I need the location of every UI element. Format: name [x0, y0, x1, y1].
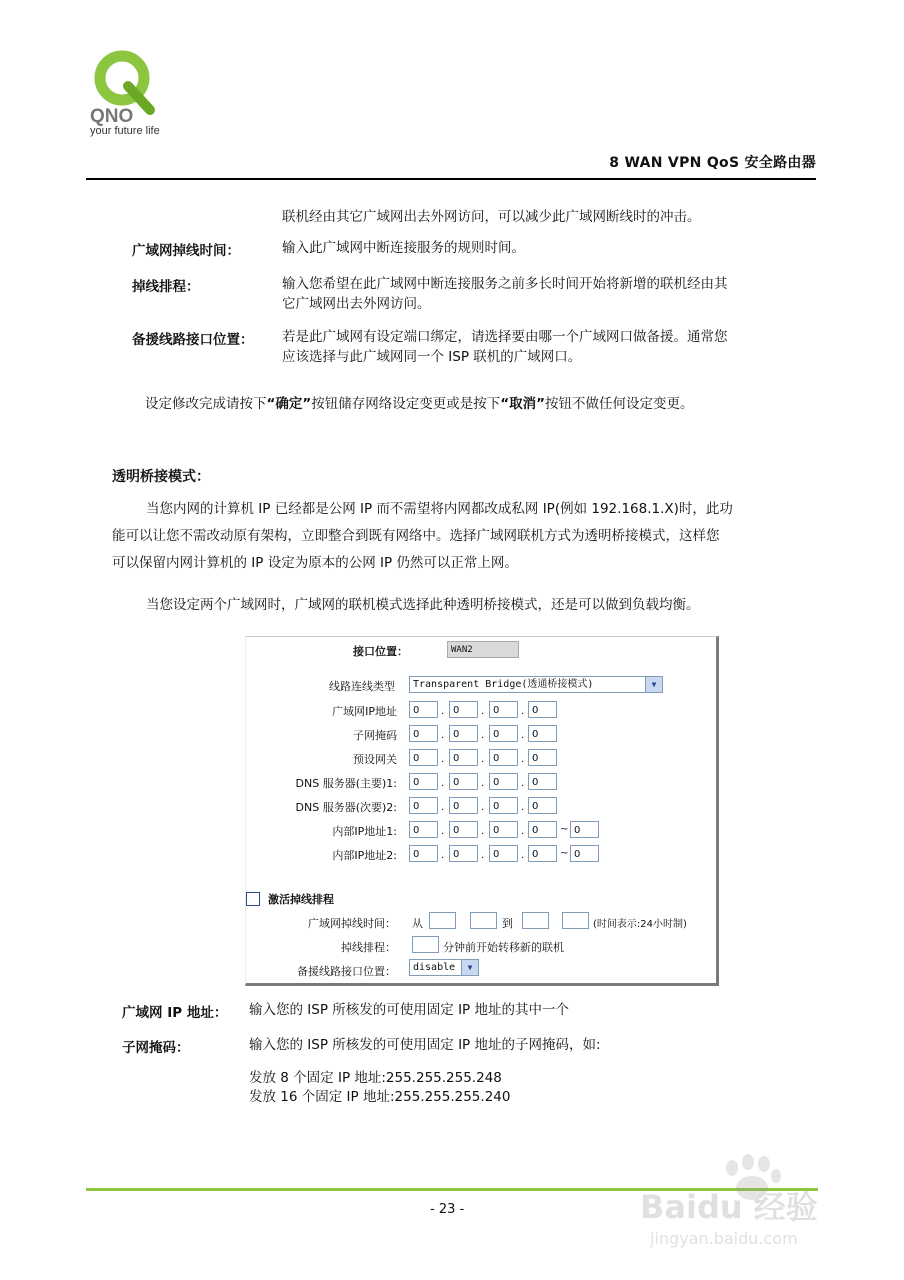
octet-separator: .	[521, 826, 525, 837]
to-label: 到	[502, 917, 513, 930]
octet-separator: .	[441, 730, 445, 741]
logo-text: QNO	[90, 106, 134, 127]
octet-separator: .	[441, 706, 445, 717]
ip-octet-input[interactable]: 0	[409, 821, 438, 838]
octet-separator: .	[481, 850, 485, 861]
ip-octet-input[interactable]: 0	[489, 845, 518, 862]
ip-octet-input[interactable]: 0	[489, 773, 518, 790]
ip-row-label: 广域网IP地址	[332, 705, 397, 718]
from-min-input[interactable]	[470, 912, 497, 929]
octet-separator: .	[521, 754, 525, 765]
def-text-subnet: 输入您的 ISP 所核发的可使用固定 IP 地址的子网掩码，如:	[249, 1037, 601, 1053]
from-label: 从	[412, 917, 423, 930]
ip-octet-input[interactable]: 0	[528, 845, 557, 862]
def-label-offline-time: 广域网掉线时间：	[132, 243, 240, 259]
header-rule	[86, 178, 816, 180]
ip-row-label: DNS 服务器(次要)2:	[295, 801, 397, 814]
drop-minutes-input[interactable]	[412, 936, 439, 953]
line-type-select[interactable]: Transparent Bridge(透通桥接模式) ▼	[409, 676, 663, 693]
range-separator: ~	[560, 824, 569, 835]
sched-checkbox[interactable]	[246, 892, 260, 906]
def-label-subnet: 子网掩码：	[122, 1040, 190, 1056]
ip-octet-input[interactable]: 0	[409, 797, 438, 814]
ip-octet-input[interactable]: 0	[489, 749, 518, 766]
octet-separator: .	[521, 802, 525, 813]
def-label-wan-ip: 广域网 IP 地址：	[122, 1005, 228, 1021]
octet-separator: .	[521, 706, 525, 717]
octet-separator: .	[441, 778, 445, 789]
ip-row-label: 子网掩码	[353, 729, 397, 742]
def-label-drop-schedule: 掉线排程：	[132, 279, 200, 295]
ip-octet-input[interactable]: 0	[489, 821, 518, 838]
section-title: 透明桥接模式：	[112, 469, 210, 485]
ip-octet-input[interactable]: 0	[528, 725, 557, 742]
continued-line: 联机经由其它广域网出去外网访问，可以减少此广域网断线时的冲击。	[282, 209, 701, 225]
section-paragraph-1: 当您内网的计算机 IP 已经都是公网 IP 而不需望将内网都改成私网 IP(例如 192.168.1.X)时，此功 能可以让您不需改动原有架构，立即整合到既有网络中。选择广域网联机方式为透明桥接模式，这样您 可以保留内网计算机的 IP 设定为原本的公网 IP 仍然可以正常上网。	[112, 501, 733, 571]
svg-text:jingyan.baidu.com: jingyan.baidu.com	[650, 1229, 798, 1248]
save-note: 设定修改完成请按下“确定”按钮储存网络设定变更或是按下“取消”按钮不做任何设定变更。	[145, 396, 694, 412]
def-text-backup-port-2: 应该选择与此广域网同一个 ISP 联机的广域网口。	[282, 349, 582, 365]
ip-octet-input[interactable]: 0	[528, 797, 557, 814]
ip-range-end-input[interactable]: 0	[570, 821, 599, 838]
octet-separator: .	[521, 850, 525, 861]
ip-octet-input[interactable]: 0	[449, 701, 478, 718]
ip-octet-input[interactable]: 0	[449, 797, 478, 814]
offline-time-label: 广域网掉线时间：	[308, 917, 396, 930]
time-format-note: (时间表示:24小时制)	[593, 919, 687, 930]
line-type-label: 线路连线类型	[329, 680, 395, 693]
document-title: 8 WAN VPN QoS 安全路由器	[609, 155, 816, 171]
octet-separator: .	[481, 754, 485, 765]
ip-octet-input[interactable]: 0	[528, 701, 557, 718]
octet-separator: .	[481, 706, 485, 717]
from-hour-input[interactable]	[429, 912, 456, 929]
ip-range-end-input[interactable]: 0	[570, 845, 599, 862]
ip-octet-input[interactable]: 0	[489, 701, 518, 718]
octet-separator: .	[481, 826, 485, 837]
to-hour-input[interactable]	[522, 912, 549, 929]
ip-octet-input[interactable]: 0	[489, 797, 518, 814]
octet-separator: .	[441, 802, 445, 813]
router-config-screenshot	[245, 636, 719, 986]
range-separator: ~	[560, 848, 569, 859]
octet-separator: .	[441, 826, 445, 837]
ip-octet-input[interactable]: 0	[528, 749, 557, 766]
ip-octet-input[interactable]: 0	[449, 773, 478, 790]
ip-octet-input[interactable]: 0	[489, 725, 518, 742]
example-8-ips: 发放 8 个固定 IP 地址:255.255.255.248	[249, 1070, 502, 1086]
ip-octet-input[interactable]: 0	[409, 773, 438, 790]
ip-row-label: 预设网关	[353, 753, 397, 766]
ip-octet-input[interactable]: 0	[449, 821, 478, 838]
ip-octet-input[interactable]: 0	[409, 725, 438, 742]
def-text-backup-port-1: 若是此广域网有设定端口绑定，请选择要由哪一个广域网口做备援。通常您	[282, 329, 728, 345]
backup-port-select[interactable]: disable ▼	[409, 959, 479, 976]
ip-octet-input[interactable]: 0	[528, 821, 557, 838]
octet-separator: .	[481, 730, 485, 741]
page-number: - 23 -	[430, 1202, 465, 1217]
octet-separator: .	[441, 754, 445, 765]
backup-port-label: 备援线路接口位置：	[297, 965, 396, 978]
section-paragraph-2: 当您设定两个广域网时，广域网的联机模式选择此种透明桥接模式，还是可以做到负载均衡。	[146, 597, 700, 613]
def-label-backup-port: 备援线路接口位置：	[132, 332, 254, 348]
octet-separator: .	[521, 778, 525, 789]
def-text-drop-schedule-2: 它广域网出去外网访问。	[282, 296, 431, 312]
chevron-down-icon[interactable]: ▼	[461, 960, 478, 975]
ip-octet-input[interactable]: 0	[449, 725, 478, 742]
drop-minutes-note: 分钟前开始转移新的联机	[443, 941, 564, 954]
def-text-offline-time: 输入此广域网中断连接服务的规则时间。	[282, 240, 525, 256]
ip-row-label: 内部IP地址2:	[332, 849, 397, 862]
ip-octet-input[interactable]: 0	[409, 845, 438, 862]
def-text-wan-ip: 输入您的 ISP 所核发的可使用固定 IP 地址的其中一个	[249, 1002, 569, 1018]
ip-octet-input[interactable]: 0	[449, 845, 478, 862]
octet-separator: .	[521, 730, 525, 741]
iface-field: WAN2	[447, 641, 519, 658]
ip-octet-input[interactable]: 0	[528, 773, 557, 790]
to-min-input[interactable]	[562, 912, 589, 929]
octet-separator: .	[441, 850, 445, 861]
ip-row-label: DNS 服务器(主要)1:	[295, 777, 397, 790]
iface-label: 接口位置：	[353, 645, 408, 658]
chevron-down-icon[interactable]: ▼	[645, 677, 662, 692]
drop-schedule-label: 掉线排程：	[341, 941, 396, 954]
ip-octet-input[interactable]: 0	[449, 749, 478, 766]
example-16-ips: 发放 16 个固定 IP 地址:255.255.255.240	[249, 1089, 511, 1105]
def-text-drop-schedule-1: 输入您希望在此广域网中断连接服务之前多长时间开始将新增的联机经由其	[282, 276, 728, 292]
ip-octet-input[interactable]: 0	[409, 701, 438, 718]
sched-checkbox-label: 激活掉线排程	[268, 893, 334, 906]
svg-text:Baidu 经验: Baidu 经验	[640, 1188, 818, 1226]
baidu-watermark	[640, 1150, 850, 1250]
ip-row-label: 内部IP地址1:	[332, 825, 397, 838]
octet-separator: .	[481, 802, 485, 813]
octet-separator: .	[481, 778, 485, 789]
ip-octet-input[interactable]: 0	[409, 749, 438, 766]
logo-tagline: your future life	[90, 125, 160, 137]
